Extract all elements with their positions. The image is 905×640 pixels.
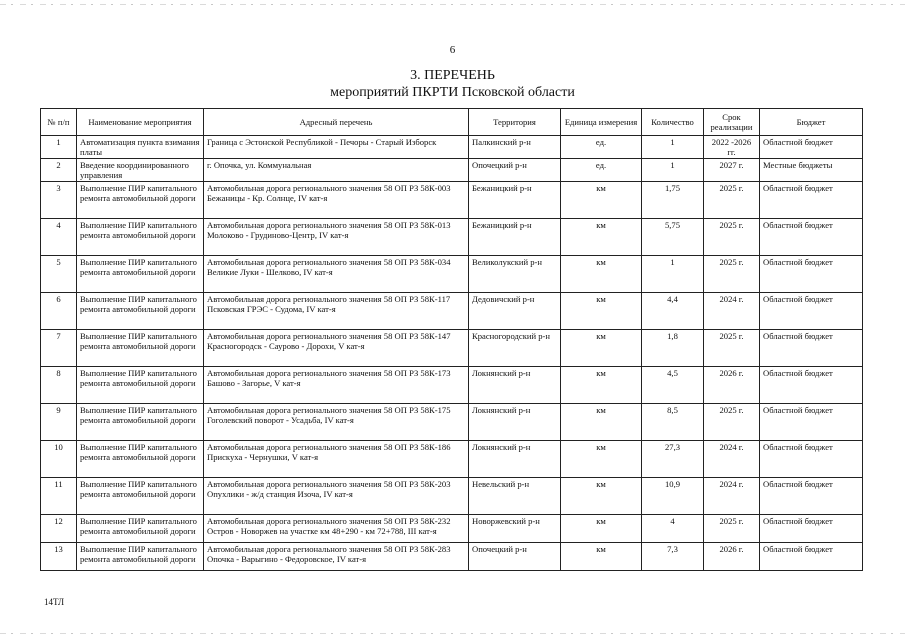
cell-num: 3 bbox=[41, 182, 77, 219]
page-number: 6 bbox=[449, 44, 456, 56]
footer-code: 14ТЛ bbox=[44, 597, 65, 607]
table-row bbox=[41, 219, 863, 256]
cell-address: Автомобильная дорога регионального значения 58 ОП РЗ 58К-013 Молоково - Грудиново-Центр, IV кат-я bbox=[204, 219, 469, 256]
scan-edge-bottom bbox=[0, 633, 905, 634]
header-quantity: Количество bbox=[642, 109, 704, 136]
cell-budget: Областной бюджет bbox=[760, 478, 863, 515]
cell-address: Граница с Эстонской Республикой - Печоры - Старый Изборск bbox=[204, 136, 469, 159]
cell-territory: Дедовичский р-н bbox=[469, 293, 561, 330]
cell-territory: Опочецкий р-н bbox=[469, 543, 561, 571]
cell-quantity: 4,5 bbox=[642, 367, 704, 404]
cell-address: Автомобильная дорога регионального значения 58 ОП РЗ 58К-034 Великие Луки - Шелково, IV кат-я bbox=[204, 256, 469, 293]
cell-budget: Областной бюджет bbox=[760, 441, 863, 478]
cell-quantity: 1 bbox=[642, 159, 704, 182]
cell-budget: Областной бюджет bbox=[760, 404, 863, 441]
cell-unit: км bbox=[561, 256, 642, 293]
cell-name: Выполнение ПИР капитального ремонта автомобильной дороги bbox=[77, 515, 204, 543]
cell-unit: км bbox=[561, 293, 642, 330]
cell-territory: Локнянский р-н bbox=[469, 404, 561, 441]
cell-address: Автомобильная дорога регионального значения 58 ОП РЗ 58К-186 Прискуха - Чернушки, V кат-я bbox=[204, 441, 469, 478]
document-subtitle: мероприятий ПКРТИ Псковской области bbox=[330, 85, 575, 100]
cell-unit: км bbox=[561, 515, 642, 543]
table-row bbox=[41, 441, 863, 478]
cell-territory: Бежаницкий р-н bbox=[469, 182, 561, 219]
cell-num: 11 bbox=[41, 478, 77, 515]
cell-quantity: 8,5 bbox=[642, 404, 704, 441]
table-row bbox=[41, 159, 863, 182]
cell-term: 2024 г. bbox=[704, 293, 760, 330]
table-row bbox=[41, 515, 863, 543]
cell-quantity: 1,8 bbox=[642, 330, 704, 367]
cell-num: 7 bbox=[41, 330, 77, 367]
cell-name: Автоматизация пункта взимания платы bbox=[77, 136, 204, 159]
cell-address: Автомобильная дорога регионального значения 58 ОП РЗ 58К-003 Бежаницы - Кр. Солнце, IV кат-я bbox=[204, 182, 469, 219]
cell-address: Автомобильная дорога регионального значения 58 ОП РЗ 58К-283 Опочка - Варыгино - Федоровское, IV кат-я bbox=[204, 543, 469, 571]
cell-num: 13 bbox=[41, 543, 77, 571]
cell-budget: Областной бюджет bbox=[760, 367, 863, 404]
cell-address: Автомобильная дорога регионального значения 58 ОП РЗ 58К-232 Остров - Новоржев на участке км 48+290 - км 72+788, III кат-я bbox=[204, 515, 469, 543]
cell-budget: Областной бюджет bbox=[760, 182, 863, 219]
cell-unit: ед. bbox=[561, 159, 642, 182]
header-budget: Бюджет bbox=[760, 109, 863, 136]
cell-territory: Локнянский р-н bbox=[469, 441, 561, 478]
cell-num: 12 bbox=[41, 515, 77, 543]
table-row bbox=[41, 256, 863, 293]
cell-name: Введение координированного управления bbox=[77, 159, 204, 182]
cell-quantity: 27,3 bbox=[642, 441, 704, 478]
cell-term: 2025 г. bbox=[704, 256, 760, 293]
table-header-row bbox=[41, 109, 863, 136]
cell-address: Автомобильная дорога регионального значения 58 ОП РЗ 58К-117 Псковская ГРЭС - Судома, IV кат-я bbox=[204, 293, 469, 330]
table-row bbox=[41, 293, 863, 330]
cell-budget: Областной бюджет bbox=[760, 543, 863, 571]
cell-unit: ед. bbox=[561, 136, 642, 159]
cell-term: 2022 -2026 гг. bbox=[704, 136, 760, 159]
table-row bbox=[41, 182, 863, 219]
cell-name: Выполнение ПИР капитального ремонта автомобильной дороги bbox=[77, 219, 204, 256]
cell-term: 2026 г. bbox=[704, 543, 760, 571]
cell-term: 2026 г. bbox=[704, 367, 760, 404]
cell-budget: Областной бюджет bbox=[760, 256, 863, 293]
cell-budget: Областной бюджет bbox=[760, 515, 863, 543]
table-row bbox=[41, 136, 863, 159]
measures-table bbox=[40, 108, 863, 571]
document-title: 3. ПЕРЕЧЕНЬ bbox=[410, 68, 495, 83]
cell-territory: Локнянский р-н bbox=[469, 367, 561, 404]
cell-name: Выполнение ПИР капитального ремонта автомобильной дороги bbox=[77, 404, 204, 441]
cell-unit: км bbox=[561, 441, 642, 478]
cell-unit: км bbox=[561, 330, 642, 367]
cell-quantity: 1 bbox=[642, 136, 704, 159]
cell-name: Выполнение ПИР капитального ремонта автомобильной дороги bbox=[77, 478, 204, 515]
cell-quantity: 5,75 bbox=[642, 219, 704, 256]
cell-name: Выполнение ПИР капитального ремонта автомобильной дороги bbox=[77, 543, 204, 571]
cell-term: 2027 г. bbox=[704, 159, 760, 182]
table-row bbox=[41, 404, 863, 441]
cell-budget: Областной бюджет bbox=[760, 330, 863, 367]
cell-term: 2025 г. bbox=[704, 515, 760, 543]
cell-term: 2025 г. bbox=[704, 182, 760, 219]
header-address: Адресный перечень bbox=[204, 109, 469, 136]
cell-address: Автомобильная дорога регионального значения 58 ОП РЗ 58К-203 Опухлики - ж/д станция Изоча, IV кат-я bbox=[204, 478, 469, 515]
cell-num: 5 bbox=[41, 256, 77, 293]
cell-unit: км bbox=[561, 219, 642, 256]
cell-territory: Палкинский р-н bbox=[469, 136, 561, 159]
cell-budget: Местные бюджеты bbox=[760, 159, 863, 182]
header-num: № п/п bbox=[41, 109, 77, 136]
cell-term: 2025 г. bbox=[704, 330, 760, 367]
header-term: Срок реализации bbox=[704, 109, 760, 136]
cell-name: Выполнение ПИР капитального ремонта автомобильной дороги bbox=[77, 441, 204, 478]
cell-num: 8 bbox=[41, 367, 77, 404]
cell-territory: Опочецкий р-н bbox=[469, 159, 561, 182]
cell-num: 2 bbox=[41, 159, 77, 182]
cell-address: г. Опочка, ул. Коммунальная bbox=[204, 159, 469, 182]
table-body bbox=[41, 136, 863, 571]
cell-name: Выполнение ПИР капитального ремонта автомобильной дороги bbox=[77, 293, 204, 330]
cell-name: Выполнение ПИР капитального ремонта автомобильной дороги bbox=[77, 367, 204, 404]
header-unit: Единица измерения bbox=[561, 109, 642, 136]
cell-unit: км bbox=[561, 182, 642, 219]
cell-unit: км bbox=[561, 478, 642, 515]
cell-quantity: 4 bbox=[642, 515, 704, 543]
cell-address: Автомобильная дорога регионального значения 58 ОП РЗ 58К-173 Башово - Загорье, V кат-я bbox=[204, 367, 469, 404]
cell-term: 2024 г. bbox=[704, 478, 760, 515]
cell-budget: Областной бюджет bbox=[760, 219, 863, 256]
cell-territory: Красногородский р-н bbox=[469, 330, 561, 367]
cell-term: 2024 г. bbox=[704, 441, 760, 478]
cell-address: Автомобильная дорога регионального значения 58 ОП РЗ 58К-147 Красногородск - Саурово - Дорохи, V кат-я bbox=[204, 330, 469, 367]
cell-num: 4 bbox=[41, 219, 77, 256]
cell-budget: Областной бюджет bbox=[760, 136, 863, 159]
cell-quantity: 1,75 bbox=[642, 182, 704, 219]
cell-num: 6 bbox=[41, 293, 77, 330]
cell-num: 1 bbox=[41, 136, 77, 159]
cell-num: 10 bbox=[41, 441, 77, 478]
cell-quantity: 10,9 bbox=[642, 478, 704, 515]
cell-territory: Бежаницкий р-н bbox=[469, 219, 561, 256]
cell-territory: Новоржевский р-н bbox=[469, 515, 561, 543]
header-territory: Территория bbox=[469, 109, 561, 136]
cell-unit: км bbox=[561, 543, 642, 571]
cell-budget: Областной бюджет bbox=[760, 293, 863, 330]
table-row bbox=[41, 367, 863, 404]
header-name: Наименование мероприятия bbox=[77, 109, 204, 136]
cell-num: 9 bbox=[41, 404, 77, 441]
scan-edge-top bbox=[0, 4, 905, 5]
cell-name: Выполнение ПИР капитального ремонта автомобильной дороги bbox=[77, 256, 204, 293]
cell-quantity: 7,3 bbox=[642, 543, 704, 571]
cell-territory: Невельский р-н bbox=[469, 478, 561, 515]
table-row bbox=[41, 330, 863, 367]
cell-quantity: 4,4 bbox=[642, 293, 704, 330]
table-row bbox=[41, 543, 863, 571]
cell-territory: Великолукский р-н bbox=[469, 256, 561, 293]
cell-name: Выполнение ПИР капитального ремонта автомобильной дороги bbox=[77, 330, 204, 367]
cell-term: 2025 г. bbox=[704, 404, 760, 441]
cell-unit: км bbox=[561, 404, 642, 441]
cell-unit: км bbox=[561, 367, 642, 404]
table-row bbox=[41, 478, 863, 515]
cell-term: 2025 г. bbox=[704, 219, 760, 256]
cell-quantity: 1 bbox=[642, 256, 704, 293]
cell-address: Автомобильная дорога регионального значения 58 ОП РЗ 58К-175 Гоголевский поворот - Усадьба, IV кат-я bbox=[204, 404, 469, 441]
cell-name: Выполнение ПИР капитального ремонта автомобильной дороги bbox=[77, 182, 204, 219]
